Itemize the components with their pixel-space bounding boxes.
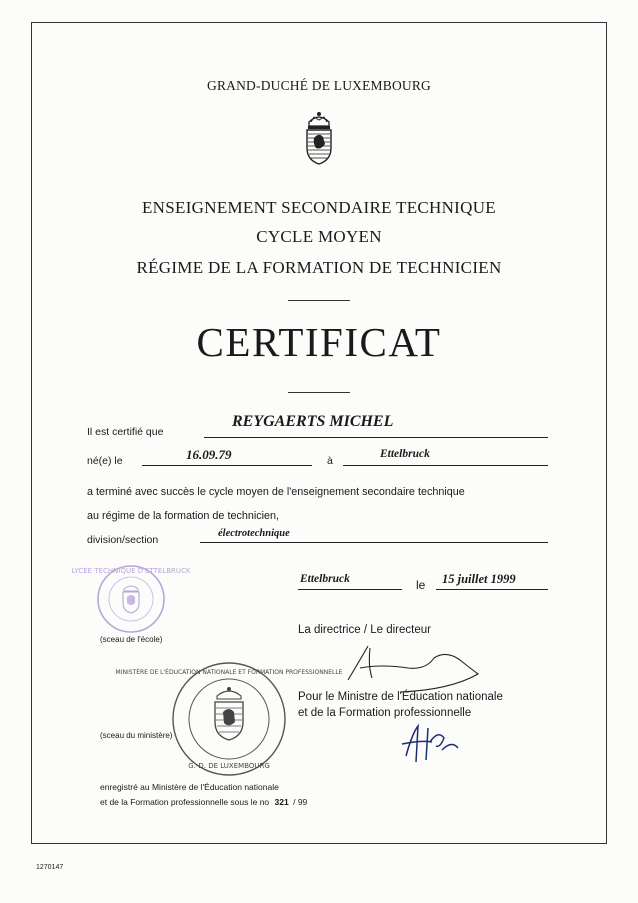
divider-top	[288, 300, 350, 301]
minister-signature-icon	[398, 720, 468, 770]
le-label: le	[416, 578, 426, 592]
issue-place: Ettelbruck	[300, 573, 350, 585]
minister-line-2: et de la Formation professionnelle	[298, 707, 472, 719]
at-label: à	[327, 455, 333, 467]
ministry-seal-bottom-lettering: G.-D. DE LUXEMBOURG	[188, 762, 270, 770]
birth-place-underline	[343, 465, 548, 466]
certified-label: Il est certifié que	[87, 426, 164, 438]
completion-line-2: au régime de la formation de technicien,	[87, 510, 280, 522]
registration-prefix: et de la Formation professionnelle sous le no	[100, 797, 270, 807]
certificate-title: CERTIFICAT	[196, 319, 442, 365]
registration-number: 321	[274, 797, 289, 807]
registration-suffix: / 99	[293, 797, 308, 807]
registration-line-1: enregistré au Ministère de l'Éducation nationale	[100, 782, 279, 792]
birth-date: 16.09.79	[186, 447, 232, 462]
registration-line-2	[100, 797, 307, 807]
division-value: électrotechnique	[218, 528, 290, 539]
issue-place-underline	[298, 589, 402, 590]
country-heading: GRAND-DUCHÉ DE LUXEMBOURG	[207, 78, 431, 93]
issue-date: 15 juillet 1999	[442, 572, 516, 586]
issue-date-underline	[436, 589, 548, 590]
director-label: La directrice / Le directeur	[298, 624, 431, 636]
school-seal-lettering: LYCÉE TECHNIQUE D'ETTELBRUCK	[71, 567, 191, 575]
serial-number: 1270147	[36, 864, 64, 871]
divider-bottom	[288, 392, 350, 393]
school-seal-icon	[71, 563, 191, 635]
ministry-seal-label: (sceau du ministère)	[100, 731, 173, 740]
regime-heading: RÉGIME DE LA FORMATION DE TECHNICIEN	[136, 258, 502, 277]
ministry-seal-lettering: MINISTÈRE DE L'ÉDUCATION NATIONALE ET FORMATION PROFESSIONNELLE	[115, 669, 343, 676]
completion-line-1: a terminé avec succès le cycle moyen de l'enseignement secondaire technique	[87, 486, 465, 498]
minister-line-1: Pour le Ministre de l'Éducation nationale	[298, 691, 503, 703]
director-signature-icon	[330, 640, 490, 695]
division-label: division/section	[87, 534, 159, 546]
coat-of-arms-icon	[301, 110, 337, 166]
birth-date-underline	[142, 465, 312, 466]
school-seal-label: (sceau de l'école)	[100, 635, 163, 644]
birth-place: Ettelbruck	[380, 448, 430, 460]
born-label: né(e) le	[87, 455, 123, 467]
division-underline	[200, 542, 548, 543]
holder-name: REYGAERTS MICHEL	[232, 413, 394, 430]
name-underline	[204, 437, 548, 438]
cycle-heading: CYCLE MOYEN	[256, 227, 382, 246]
school-type-heading: ENSEIGNEMENT SECONDAIRE TECHNIQUE	[142, 198, 496, 217]
